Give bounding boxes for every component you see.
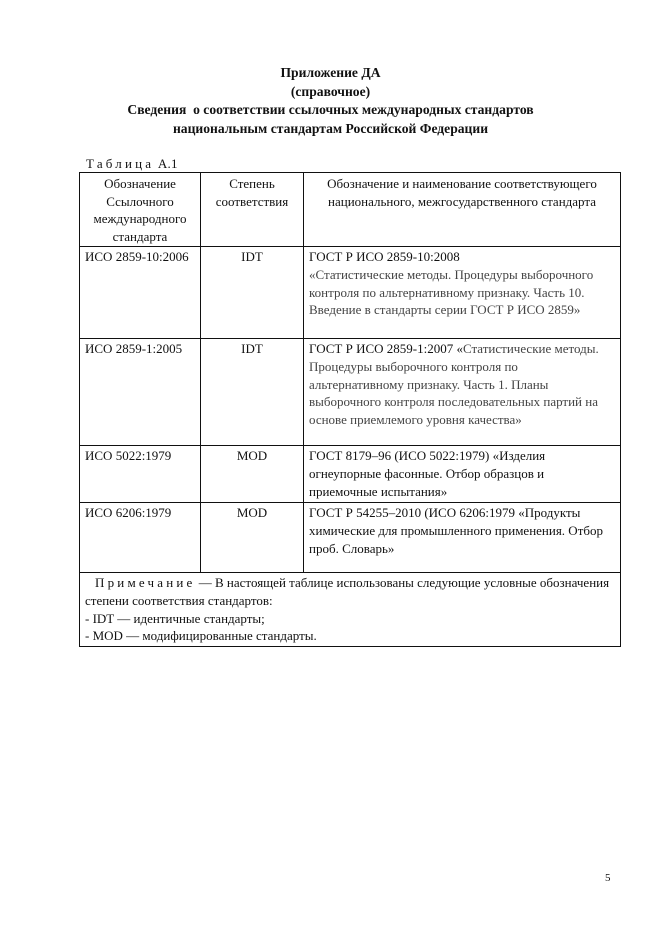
row-national-standard: ГОСТ Р 54255–2010 (ИСО 6206:1979 «Продукты химические для промышленного применения. Отбор проб. Словарь» xyxy=(304,503,621,573)
row-national-standard xyxy=(304,339,621,446)
row-gost: ГОСТ Р ИСО 2859-1:2007 « xyxy=(309,341,463,357)
note-item-idt: - IDT — идентичные стандарты; xyxy=(85,610,265,626)
row-title: Статистические методы. Процедуры выборочного контроля по альтернативному признаку. Часть 1. Планы выборочного контроля последовательных партий на основе приемлемого уровня качества» xyxy=(309,341,599,427)
table-header-row xyxy=(80,173,621,247)
table-caption-number: А.1 xyxy=(157,156,178,171)
table-note xyxy=(80,573,621,646)
table-row xyxy=(80,247,621,339)
table-row xyxy=(80,446,621,503)
table-row xyxy=(80,503,621,573)
row-title: «Статистические методы. Процедуры выборочного контроля по альтернативному признаку. Часть 10. Введение в стандарты серии ГОСТ Р ИСО 2859» xyxy=(309,266,594,318)
row-code: ИСО 2859-1:2005 xyxy=(80,339,201,446)
row-degree: MOD xyxy=(201,446,304,503)
appendix-heading-line1: Сведения о соответствии ссылочных международных стандартов xyxy=(127,102,534,117)
row-code: ИСО 6206:1979 xyxy=(80,503,201,573)
table-caption xyxy=(86,156,178,172)
row-degree: MOD xyxy=(201,503,304,573)
note-item-mod: - MOD — модифицированные стандарты. xyxy=(85,628,317,644)
table-caption-word: Таблица xyxy=(86,156,155,171)
header-degree: Степень соответствия xyxy=(201,173,304,247)
note-label: Примечание xyxy=(95,575,196,591)
table-note-row xyxy=(80,573,621,646)
note-text: — В настоящей таблице использованы следующие условные обозначения степени соответствия стандартов: xyxy=(85,575,610,608)
row-degree: IDT xyxy=(201,339,304,446)
row-code: ИСО 5022:1979 xyxy=(80,446,201,503)
header-national: Обозначение и наименование соответствующего национального, межгосударственного стандарта xyxy=(304,173,621,247)
table-row xyxy=(80,339,621,446)
appendix-subtitle: (справочное) xyxy=(290,84,371,99)
row-code: ИСО 2859-10:2006 xyxy=(80,247,201,339)
appendix-title: Приложение ДА xyxy=(280,65,381,80)
row-gost: ГОСТ Р ИСО 2859-10:2008 xyxy=(309,249,460,265)
row-national-standard xyxy=(304,247,621,339)
page-number: 5 xyxy=(605,872,611,884)
header-designation: Обозначение Ссылочного международного стандарта xyxy=(80,173,201,247)
row-degree: IDT xyxy=(201,247,304,339)
appendix-heading-line2: национальным стандартам Российской Федерации xyxy=(172,121,489,136)
row-national-standard: ГОСТ 8179–96 (ИСО 5022:1979) «Изделия огнеупорные фасонные. Отбор образцов и приемочные испытания» xyxy=(304,446,621,503)
standards-table xyxy=(79,172,621,647)
